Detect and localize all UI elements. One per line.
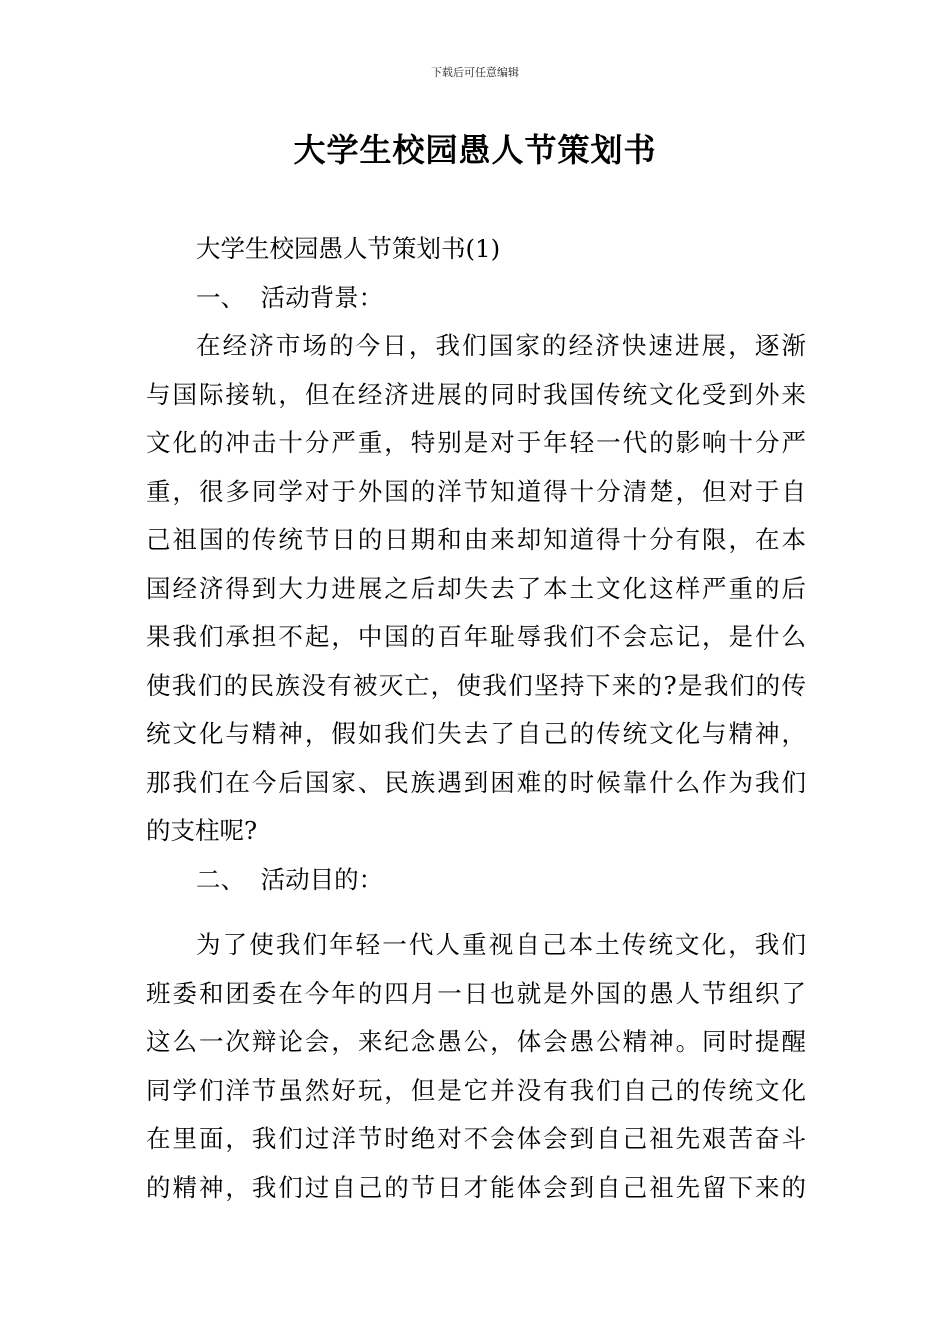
section-2-paragraph [146,921,806,1212]
paragraph-line: 果我们承担不起，中国的百年耻辱我们不会忘记，是什么 [146,622,806,651]
paragraph-line: 在经济市场的今日，我们国家的经济快速进展，逐渐 [196,331,806,360]
paragraph-line: 班委和团委在今年的四月一日也就是外国的愚人节组织了 [146,978,806,1008]
paragraph-line: 这么一次辩论会，来纪念愚公，体会愚公精神。同时提醒 [146,1027,806,1056]
section-2-heading-text: 二、 活动目的： [196,865,384,894]
paragraph-line: 使我们的民族没有被灭亡，使我们坚持下来的?是我们的传 [146,670,806,700]
paragraph-line: 文化的冲击十分严重，特别是对于年轻一代的影响十分严 [146,428,806,457]
document-subtitle [196,225,856,274]
paragraph-line: 的支柱呢? [146,816,258,845]
paragraph-line: 为了使我们年轻一代人重视自己本土传统文化，我们 [196,930,806,959]
section-2-heading [196,856,856,905]
paragraph-line: 在里面，我们过洋节时绝对不会体会到自己祖先艰苦奋斗 [146,1124,806,1153]
paragraph-line: 那我们在今后国家、民族遇到困难的时候靠什么作为我们 [146,767,806,797]
paragraph-line: 统文化与精神，假如我们失去了自己的传统文化与精神， [146,719,806,748]
paragraph-line: 的精神，我们过自己的节日才能体会到自己祖先留下来的 [146,1172,806,1202]
paragraph-line: 国经济得到大力进展之后却失去了本土文化这样严重的后 [146,573,806,603]
paragraph-line: 同学们洋节虽然好玩，但是它并没有我们自己的传统文化 [146,1075,806,1105]
paragraph-line: 重，很多同学对于外国的洋节知道得十分清楚，但对于自 [146,476,806,506]
paragraph-line: 己祖国的传统节日的日期和由来却知道得十分有限，在本 [146,525,806,554]
section-1-heading [196,274,856,323]
header-note: 下载后可任意编辑 [431,66,519,79]
section-1-heading-text: 一、 活动背景： [196,283,384,312]
paragraph-line: 与国际接轨，但在经济进展的同时我国传统文化受到外来 [146,379,806,409]
subtitle-text: 大学生校园愚人节策划书(1) [196,234,501,263]
section-1-paragraph [146,322,806,856]
document-title: 大学生校园愚人节策划书 [293,131,657,169]
